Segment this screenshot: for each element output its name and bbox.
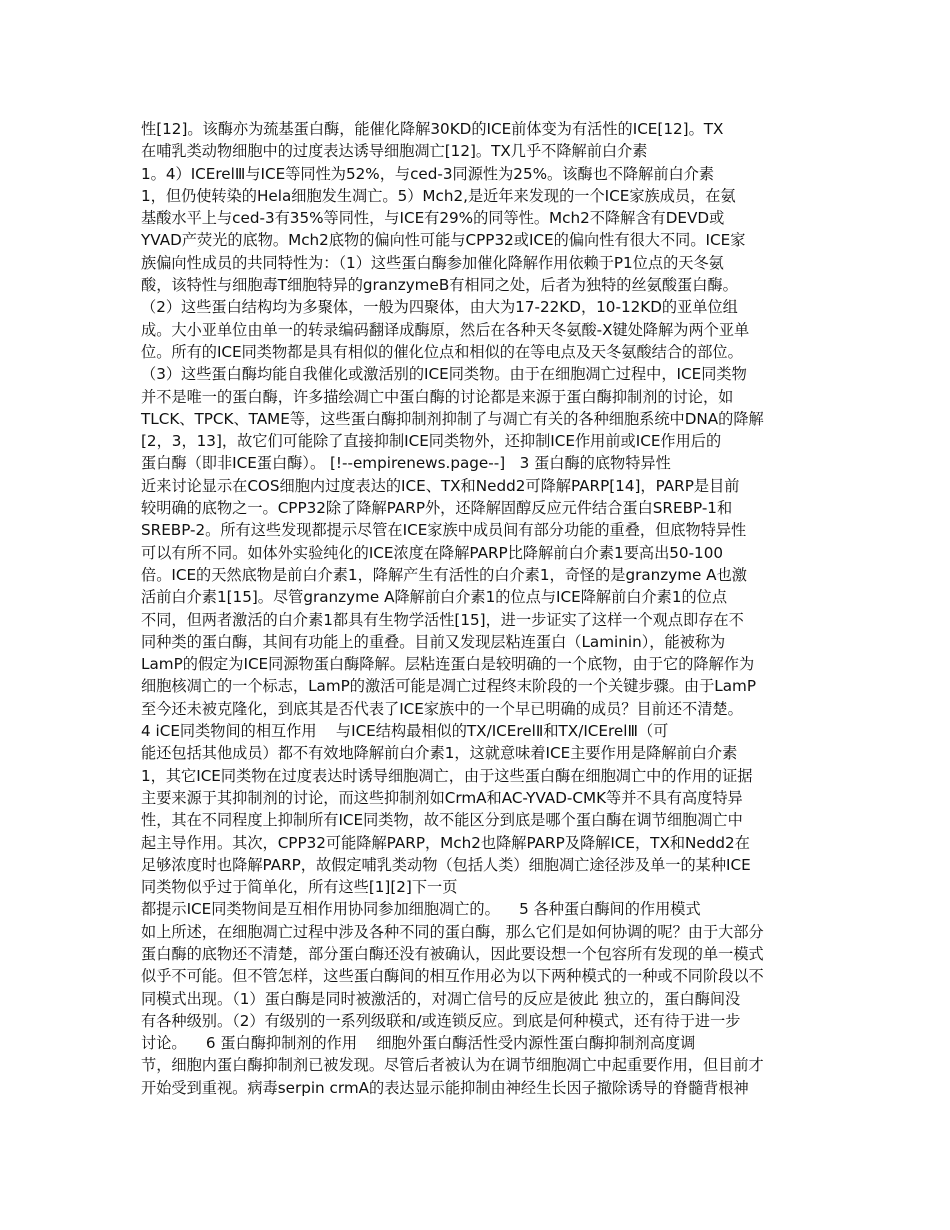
body-text-line: 不同，但两者激活的白介素1都具有生物学活性[15]，进一步证实了这样一个观点即存在不 (141, 610, 744, 629)
body-text-line: 同类物似乎过于简单化，所有这些[1][2]下一页 (141, 878, 458, 897)
body-text-line: 起主导作用。其次，CPP32可能降解PARP，Mch2也降解PARP及降解ICE，TX和Nedd2在 (141, 833, 750, 852)
body-text-line: 能还包括其他成员）都不有效地降解前白介素1，这就意味着ICE主要作用是降解前白介素 (141, 744, 738, 763)
body-text-line: 节，细胞内蛋白酶抑制剂已被发现。尽管后者被认为在调节细胞凋亡中起重要作用，但目前才 (141, 1056, 764, 1075)
body-text-line: （3）这些蛋白酶均能自我催化或激活别的ICE同类物。由于在细胞凋亡过程中，ICE同类物 (141, 365, 747, 384)
body-text-line: 近来讨论显示在COS细胞内过度表达的ICE、TX和Nedd2可降解PARP[14]，PARP是目前 (141, 476, 740, 495)
body-text-line: 如上所述，在细胞凋亡过程中涉及各种不同的蛋白酶，那么它们是如何协调的呢？由于大部分 (141, 922, 764, 941)
body-text-line: 在哺乳类动物细胞中的过度表达诱导细胞凋亡[12]。TX几乎不降解前白介素 (141, 142, 648, 161)
body-text-line: 基酸水平上与ced-3有35%等同性，与ICE有29%的同等性。Mch2不降解含有DEVD或 (141, 209, 725, 228)
body-text-line: 有各种级别。（2）有级别的一系列级联和/或连锁反应。到底是何种模式，还有待于进一步 (141, 1011, 741, 1030)
body-text-line: 位。所有的ICE同类物都是具有相似的催化位点和相似的在等电点及天冬氨酸结合的部位。 (141, 342, 743, 361)
body-text-line: 倍。ICE的天然底物是前白介素1，降解产生有活性的白介素1，奇怪的是granzyme A也激 (141, 565, 747, 584)
body-text-line: 都提示ICE同类物间是互相作用协同参加细胞凋亡的。 5 各种蛋白酶间的作用模式 (141, 900, 701, 919)
article-body (141, 118, 821, 1099)
body-text-line: 主要来源于其抑制剂的讨论，而这些抑制剂如CrmA和AC-YVAD-CMK等并不具有高度特异 (141, 788, 743, 807)
body-text-line: 同种类的蛋白酶，其间有功能上的重叠。目前又发现层粘连蛋白（Laminin），能被称为 (141, 632, 726, 651)
body-text-line: 性[12]。该酶亦为巯基蛋白酶，能催化降解30KD的ICE前体变为有活性的ICE[12]。TX (141, 120, 724, 138)
body-text-line: （2）这些蛋白结构均为多聚体，一般为四聚体，由大为17-22KD，10-12KD的亚单位组 (141, 298, 738, 317)
body-text-line: LamP的假定为ICE同源物蛋白酶降解。层粘连蛋白是较明确的一个底物，由于它的降解作为 (141, 655, 755, 674)
body-text-line: 1，其它ICE同类物在过度表达时诱导细胞凋亡，由于这些蛋白酶在细胞凋亡中的作用的证据 (141, 766, 753, 785)
body-text-line: 族偏向性成员的共同特性为：（1）这些蛋白酶参加催化降解作用依赖于P1位点的天冬氨 (141, 253, 724, 272)
body-text-line: 足够浓度时也降解PARP，故假定哺乳类动物（包括人类）细胞凋亡途径涉及单一的某种ICE (141, 855, 751, 874)
body-text-line: 似乎不可能。但不管怎样，这些蛋白酶间的相互作用必为以下两种模式的一种或不同阶段以不 (141, 967, 764, 986)
body-text-line: [2，3，13]，故它们可能除了直接抑制ICE同类物外，还抑制ICE作用前或ICE作用后的 (141, 432, 722, 451)
body-text-line: 细胞核凋亡的一个标志，LamP的激活可能是凋亡过程终末阶段的一个关键步骤。由于LamP (141, 677, 757, 696)
body-text-line: 可以有所不同。如体外实验纯化的ICE浓度在降解PARP比降解前白介素1要高出50-100 (141, 543, 724, 562)
body-text-line: 开始受到重视。病毒serpin crmA的表达显示能抑制由神经生长因子撤除诱导的脊髓背根神 (141, 1078, 749, 1097)
body-text-line: 酸，该特性与细胞毒T细胞特异的granzymeB有相同之处，后者为独特的丝氨酸蛋白酶。 (141, 276, 738, 295)
body-text-line: SREBP-2。所有这些发现都提示尽管在ICE家族中成员间有部分功能的重叠，但底物特异性 (141, 521, 747, 540)
body-text-line: 1。4）ICErelⅢ与ICE等同性为52%，与ced-3同源性为25%。该酶也不降解前白介素 (141, 164, 715, 183)
body-text-line: TLCK、TPCK、TAME等，这些蛋白酶抑制剂抑制了与凋亡有关的各种细胞系统中DNA的降解 (141, 409, 764, 428)
body-text-line: 性，其在不同程度上抑制所有ICE同类物，故不能区分到底是哪个蛋白酶在调节细胞凋亡中 (141, 811, 743, 830)
body-text-line: 并不是唯一的蛋白酶，许多描绘凋亡中蛋白酶的讨论都是来源于蛋白酶抑制剂的讨论，如 (141, 387, 734, 406)
body-text-line: 4 iCE同类物间的相互作用 与ICE结构最相似的TX/ICErelⅡ和TX/ICErelⅢ（可 (141, 722, 669, 741)
body-text-line: 至今还未被克隆化，到底其是否代表了ICE家族中的一个早已明确的成员？目前还不清楚。 (141, 699, 743, 718)
body-text-line: 较明确的底物之一。CPP32除了降解PARP外，还降解固醇反应元件结合蛋白SREBP-1和 (141, 499, 733, 518)
body-text-line: 活前白介素1[15]。尽管granzyme A降解前白介素1的位点与ICE降解前白介素1的位点 (141, 588, 728, 607)
body-text-line: 讨论。 6 蛋白酶抑制剂的作用 细胞外蛋白酶活性受内源性蛋白酶抑制剂高度调 (141, 1034, 696, 1053)
body-text-line: 同模式出现。（1）蛋白酶是同时被激活的，对凋亡信号的反应是彼此 独立的，蛋白酶间没 (141, 989, 741, 1008)
body-text-line: 1，但仍使转染的Hela细胞发生凋亡。5）Mch2,是近年来发现的一个ICE家族成员，在氨 (141, 186, 736, 205)
body-text-line: 蛋白酶的底物还不清楚，部分蛋白酶还没有被确认，因此要设想一个包容所有发现的单一模式 (141, 944, 764, 963)
body-text-line: 蛋白酶（即非ICE蛋白酶）。 [!--empirenews.page--] 3 蛋白酶的底物特异性 (141, 454, 671, 473)
body-text-line: YVAD产荧光的底物。Mch2底物的偏向性可能与CPP32或ICE的偏向性有很大不同。ICE家 (141, 231, 746, 250)
body-text-line: 成。大小亚单位由单一的转录编码翻译成酶原，然后在各种天冬氨酸-X键处降解为两个亚单 (141, 320, 750, 339)
